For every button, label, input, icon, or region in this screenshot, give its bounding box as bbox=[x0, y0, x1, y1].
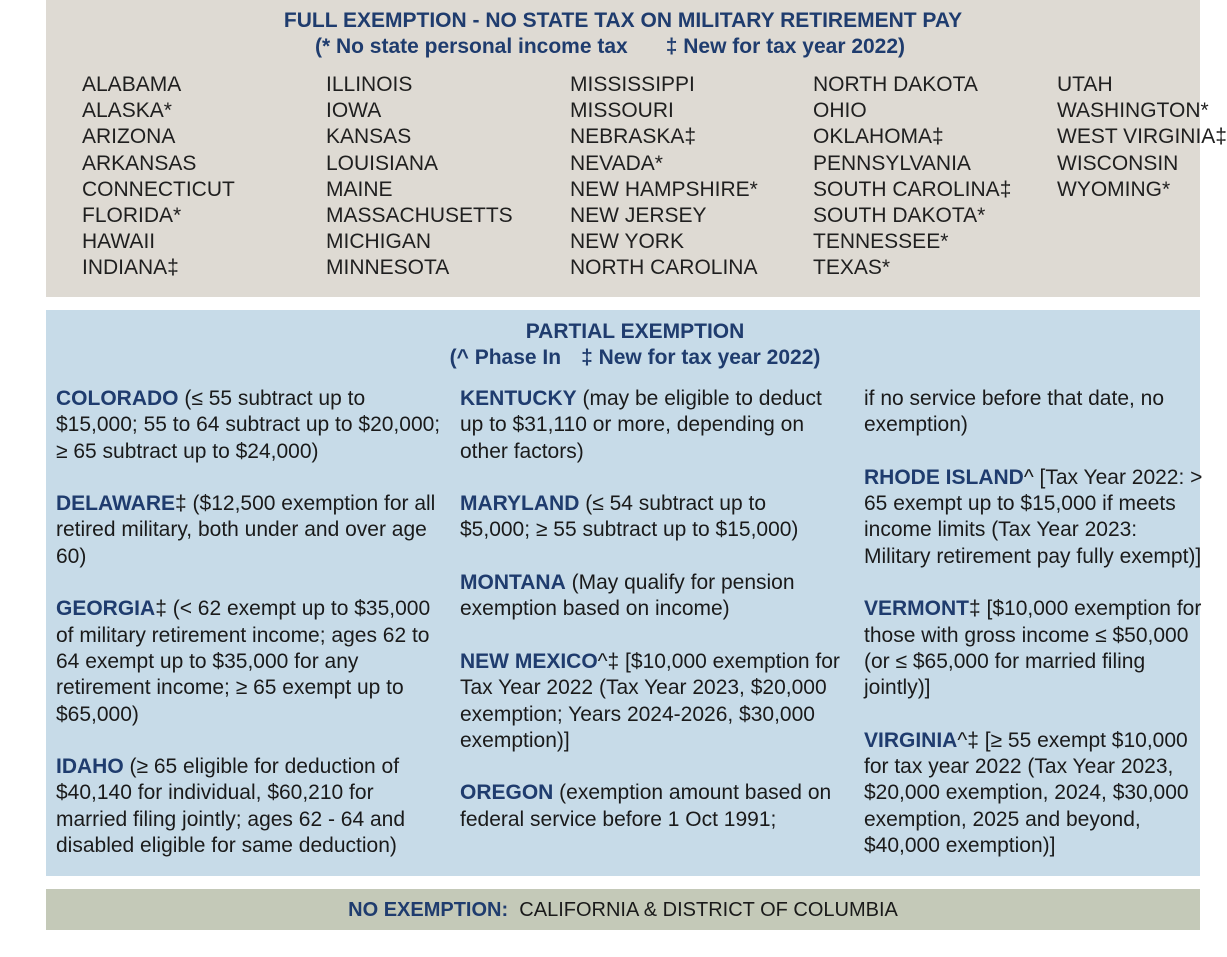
state-name: ILLINOIS bbox=[326, 73, 413, 96]
state-name: NORTH CAROLINA bbox=[570, 256, 758, 280]
state-name: NEW JERSEY bbox=[570, 204, 707, 228]
state-name: ARIZONA bbox=[82, 125, 176, 149]
full-exemption-legend bbox=[20, 35, 1200, 59]
state-name: WASHINGTON* bbox=[1057, 99, 1209, 123]
legend-phase-in: (^ Phase In bbox=[449, 346, 562, 369]
state-detail: (< 62 exempt up to $35,000 of military retirement income; ages 62 to 64 exempt up to $35,000 for any retirement income; ≥ 65 exempt up to $65,000) bbox=[56, 597, 431, 726]
state-name: IDAHO bbox=[56, 755, 124, 779]
state-name: RHODE ISLAND bbox=[864, 465, 1024, 489]
state-name: VERMONT bbox=[864, 597, 969, 621]
state-detail: (May qualify for pension exemption based on income) bbox=[460, 571, 795, 621]
state-mark: ‡ bbox=[969, 597, 981, 621]
state-detail: (≤ 55 subtract up to $15,000; 55 to 64 subtract up to $20,000; ≥ 65 subtract up to $24,000) bbox=[56, 387, 441, 463]
state-name: DELAWARE bbox=[56, 492, 176, 516]
state-name: MINNESOTA bbox=[326, 256, 450, 280]
state-mark: ‡ bbox=[175, 492, 187, 516]
state-entry-delaware bbox=[56, 491, 441, 570]
state-name: FLORIDA* bbox=[82, 204, 182, 228]
state-column-4 bbox=[813, 72, 1011, 282]
no-exemption-line bbox=[46, 898, 1200, 922]
state-name: VIRGINIA bbox=[864, 728, 958, 752]
state-name: MISSISSIPPI bbox=[570, 73, 695, 96]
state-column-2 bbox=[326, 72, 513, 282]
no-exemption-text: CALIFORNIA & DISTRICT OF COLUMBIA bbox=[519, 899, 898, 921]
state-entry-virginia bbox=[864, 728, 1204, 859]
state-name: PENNSYLVANIA bbox=[813, 151, 971, 175]
partial-exemption-legend bbox=[70, 346, 1200, 370]
state-column-5 bbox=[1057, 72, 1227, 203]
state-entry-idaho bbox=[56, 754, 441, 859]
state-name: ALASKA* bbox=[82, 99, 172, 123]
state-entry-colorado bbox=[56, 386, 441, 465]
state-detail: (≥ 65 eligible for deduction of $40,140 for individual, $60,210 for married filing jointly; ages 62 - 64 and disabled eligible for same deduction) bbox=[56, 755, 406, 858]
state-name: KANSAS bbox=[326, 125, 412, 149]
state-name: WEST VIRGINIA‡ bbox=[1057, 125, 1227, 149]
partial-column-2 bbox=[460, 386, 840, 859]
state-name: COLORADO bbox=[56, 387, 179, 410]
state-mark: ^ bbox=[1023, 465, 1034, 489]
state-name: KENTUCKY bbox=[460, 387, 577, 410]
partial-column-3 bbox=[864, 386, 1204, 886]
state-detail: [Tax Year 2022: > 65 exempt up to $15,000 if meets income limits (Tax Year 2023: Military retirement pay fully exempt)] bbox=[864, 465, 1203, 568]
state-entry-oregon bbox=[460, 780, 840, 833]
legend-new-2022: ‡ New for tax year 2022) bbox=[665, 35, 906, 58]
oregon-continuation: if no service before that date, no exemption) bbox=[864, 387, 1165, 437]
state-entry-maryland bbox=[460, 491, 840, 544]
state-name: NORTH DAKOTA bbox=[813, 73, 978, 96]
state-name: HAWAII bbox=[82, 230, 156, 254]
no-exemption-label: NO EXEMPTION: bbox=[348, 899, 509, 921]
state-name: NEW MEXICO bbox=[460, 649, 598, 673]
state-detail: [≥ 55 exempt $10,000 for tax year 2022 (Tax Year 2023, $20,000 exemption, 2024, $30,000 exemption, 2025 and beyond, $40,000 exemption)] bbox=[864, 728, 1189, 858]
state-detail: (exemption amount based on federal service before 1 Oct 1991; bbox=[460, 781, 832, 831]
state-mark: ^‡ bbox=[957, 728, 979, 752]
state-name: MAINE bbox=[326, 177, 393, 201]
full-exemption-heading: FULL EXEMPTION - NO STATE TAX ON MILITARY RETIREMENT PAY bbox=[283, 9, 963, 32]
state-name: MICHIGAN bbox=[326, 230, 431, 254]
state-name: LOUISIANA bbox=[326, 151, 439, 175]
state-name: ARKANSAS bbox=[82, 151, 197, 175]
state-name: OREGON bbox=[460, 781, 554, 805]
state-name: WISCONSIN bbox=[1057, 151, 1179, 175]
state-name: MISSOURI bbox=[570, 99, 674, 123]
state-entry-montana bbox=[460, 570, 840, 623]
state-name: MONTANA bbox=[460, 571, 566, 595]
state-column-1 bbox=[82, 72, 235, 282]
state-detail: ($12,500 exemption for all retired military, both under and over age 60) bbox=[56, 492, 436, 568]
full-exemption-section bbox=[46, 0, 1227, 297]
legend-new-2022: ‡ New for tax year 2022) bbox=[581, 346, 821, 369]
state-name: NEW HAMPSHIRE* bbox=[570, 177, 758, 201]
partial-exemption-section bbox=[46, 310, 1203, 876]
legend-no-income-tax: (* No state personal income tax bbox=[314, 35, 628, 58]
state-name: NEVADA* bbox=[570, 151, 663, 175]
state-name: OHIO bbox=[813, 99, 867, 123]
state-mark: ^‡ bbox=[597, 649, 620, 673]
state-name: CONNECTICUT bbox=[82, 177, 235, 201]
state-name: NEBRASKA‡ bbox=[570, 125, 697, 149]
state-detail: (≤ 54 subtract up to $5,000; ≥ 55 subtract up to $15,000) bbox=[460, 492, 799, 542]
state-name: MASSACHUSETTS bbox=[326, 204, 513, 228]
state-column-3 bbox=[570, 72, 758, 282]
state-name: OKLAHOMA‡ bbox=[813, 125, 944, 149]
state-entry-new-mexico bbox=[460, 649, 840, 754]
state-name: UTAH bbox=[1057, 73, 1113, 96]
state-entry-kentucky bbox=[460, 386, 840, 465]
state-name: SOUTH DAKOTA* bbox=[813, 204, 986, 228]
no-exemption-section bbox=[46, 889, 1200, 930]
state-mark: ‡ bbox=[155, 597, 167, 621]
state-name: TENNESSEE* bbox=[813, 230, 949, 254]
partial-column-1 bbox=[56, 386, 441, 886]
state-name: WYOMING* bbox=[1057, 177, 1171, 201]
state-name: ALABAMA bbox=[82, 73, 182, 96]
state-entry-rhode-island bbox=[864, 465, 1204, 570]
state-name: GEORGIA bbox=[56, 597, 156, 621]
state-detail: [$10,000 exemption for those with gross income ≤ $50,000 (or ≤ $65,000 for married filing jointly)] bbox=[864, 597, 1202, 700]
state-detail: [$10,000 exemption for Tax Year 2022 (Tax Year 2023, $20,000 exemption; Years 2024-2026, $30,000 exemption)] bbox=[460, 649, 840, 752]
state-entry-georgia bbox=[56, 596, 441, 727]
state-name: MARYLAND bbox=[460, 492, 580, 516]
state-name: NEW YORK bbox=[570, 230, 684, 254]
state-name: INDIANA‡ bbox=[82, 256, 179, 280]
partial-exemption-heading: PARTIAL EXEMPTION bbox=[525, 320, 745, 343]
state-name: SOUTH CAROLINA‡ bbox=[813, 177, 1012, 201]
state-name: IOWA bbox=[326, 99, 382, 123]
state-name: TEXAS* bbox=[813, 256, 891, 280]
state-entry-vermont bbox=[864, 596, 1204, 701]
state-detail: (may be eligible to deduct up to $31,110 or more, depending on other factors) bbox=[460, 387, 822, 463]
